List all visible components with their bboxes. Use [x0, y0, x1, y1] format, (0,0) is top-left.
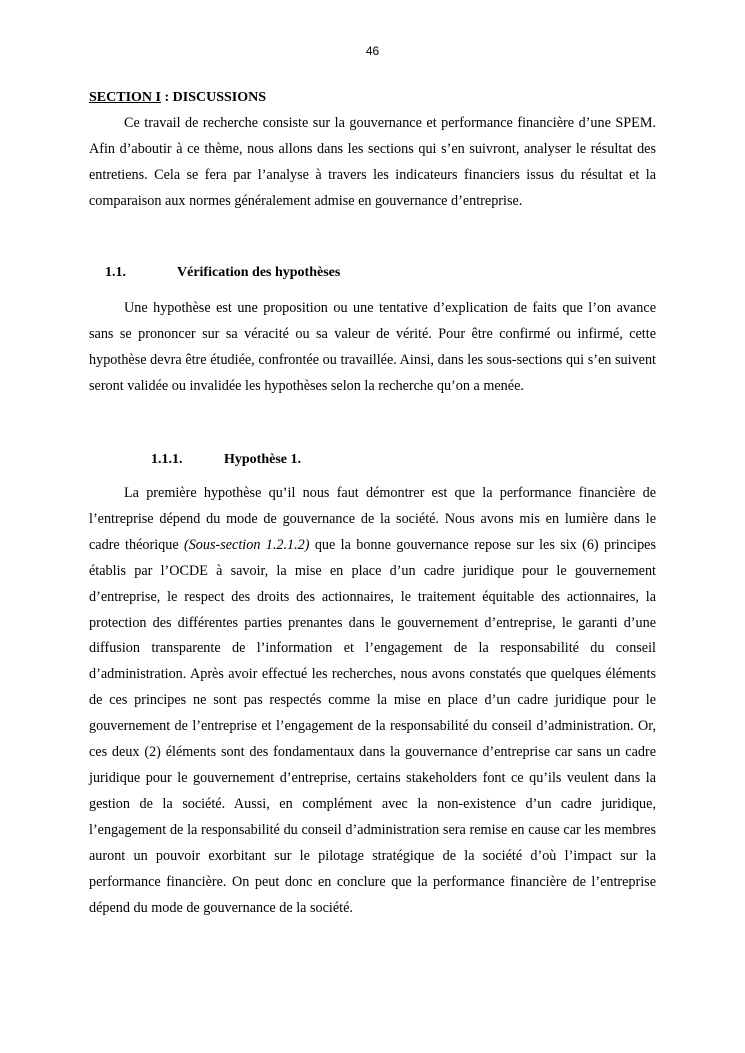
section-title: DISCUSSIONS	[172, 90, 267, 105]
hypothesis-heading	[151, 450, 301, 470]
hypothesis-title: Hypothèse 1.	[224, 452, 301, 467]
subsection-number: 1.1.	[105, 265, 126, 280]
section-separator: :	[160, 90, 173, 105]
section-intro-paragraph: Ce travail de recherche consiste sur la gouvernance et performance financière d’une SPEM. Afin d’aboutir à ce thème, nous allons dans les sections qui s’en suivront, analyser le résultat des entretiens. Cela se fera par l’analyse à travers les indicateurs financiers issus du résultat et la comparaison aux normes généralement admise en gouvernance d’entreprise.	[89, 115, 656, 209]
subsection-paragraph: Une hypothèse est une proposition ou une tentative d’explication de faits que l’on avance sans se prononcer sur sa véracité ou sa valeur de vérité. Pour être confirmé ou infirmé, cette hypothèse devra être étudiée, confrontée ou travaillée. Ainsi, dans les sous-sections qui s’en suivent seront validée ou invalidée les hypothèses selon la recherche qu’on a menée.	[89, 300, 656, 394]
subsection-heading	[105, 263, 340, 283]
section-label: SECTION I	[89, 90, 161, 105]
page-number: 46	[365, 44, 380, 58]
section-reference: (Sous-section 1.2.1.2)	[183, 536, 310, 553]
hypothesis-text-part2: que la bonne gouvernance repose sur les six (6) principes établis par l’OCDE à savoir, la mise en place d’un cadre juridique pour le gouvernement d’entreprise, le respect des droits des actionnaires, le traitement équitable des actionnaires, la protection des différentes parties prenantes dans le gouvernement d’entreprise, le garanti d’une diffusion transparente de l’information et l’engagement de la responsabilité du conseil d’administration. Après avoir effectué les recherches, nous avons constatés que quelques éléments de ces principes ne sont pas respectés comme la mise en place d’un cadre juridique pour le gouvernement de l’entreprise et l’engagement de la responsabilité du conseil d’administration. Or, ces deux (2) éléments sont des fondamentaux dans la gouvernance d’entreprise car sans un cadre juridique pour le gouvernement d’entreprise, certains stakeholders font ce qu’ils veulent dans la gestion de la société. Aussi, en complément avec la non-existence d’un cadre juridique, l’engagement de la responsabilité du conseil d’administration sera remise en cause car les membres auront un pouvoir exorbitant sur le pilotage stratégique de la société d’où l’impact sur la performance financière. On peut donc en conclure que la performance financière de l’entreprise dépend du mode de gouvernance de la société.	[89, 536, 656, 916]
hypothesis-paragraph	[89, 481, 656, 921]
section-heading	[89, 88, 266, 108]
hypothesis-text-part1: La première hypothèse qu’il nous faut démontrer est que la performance financière de l’entreprise dépend du mode de gouvernance de la société. Nous avons mis en lumière dans le cadre théorique	[89, 485, 656, 553]
hypothesis-number: 1.1.1.	[151, 452, 183, 467]
subsection-title: Vérification des hypothèses	[177, 265, 341, 280]
